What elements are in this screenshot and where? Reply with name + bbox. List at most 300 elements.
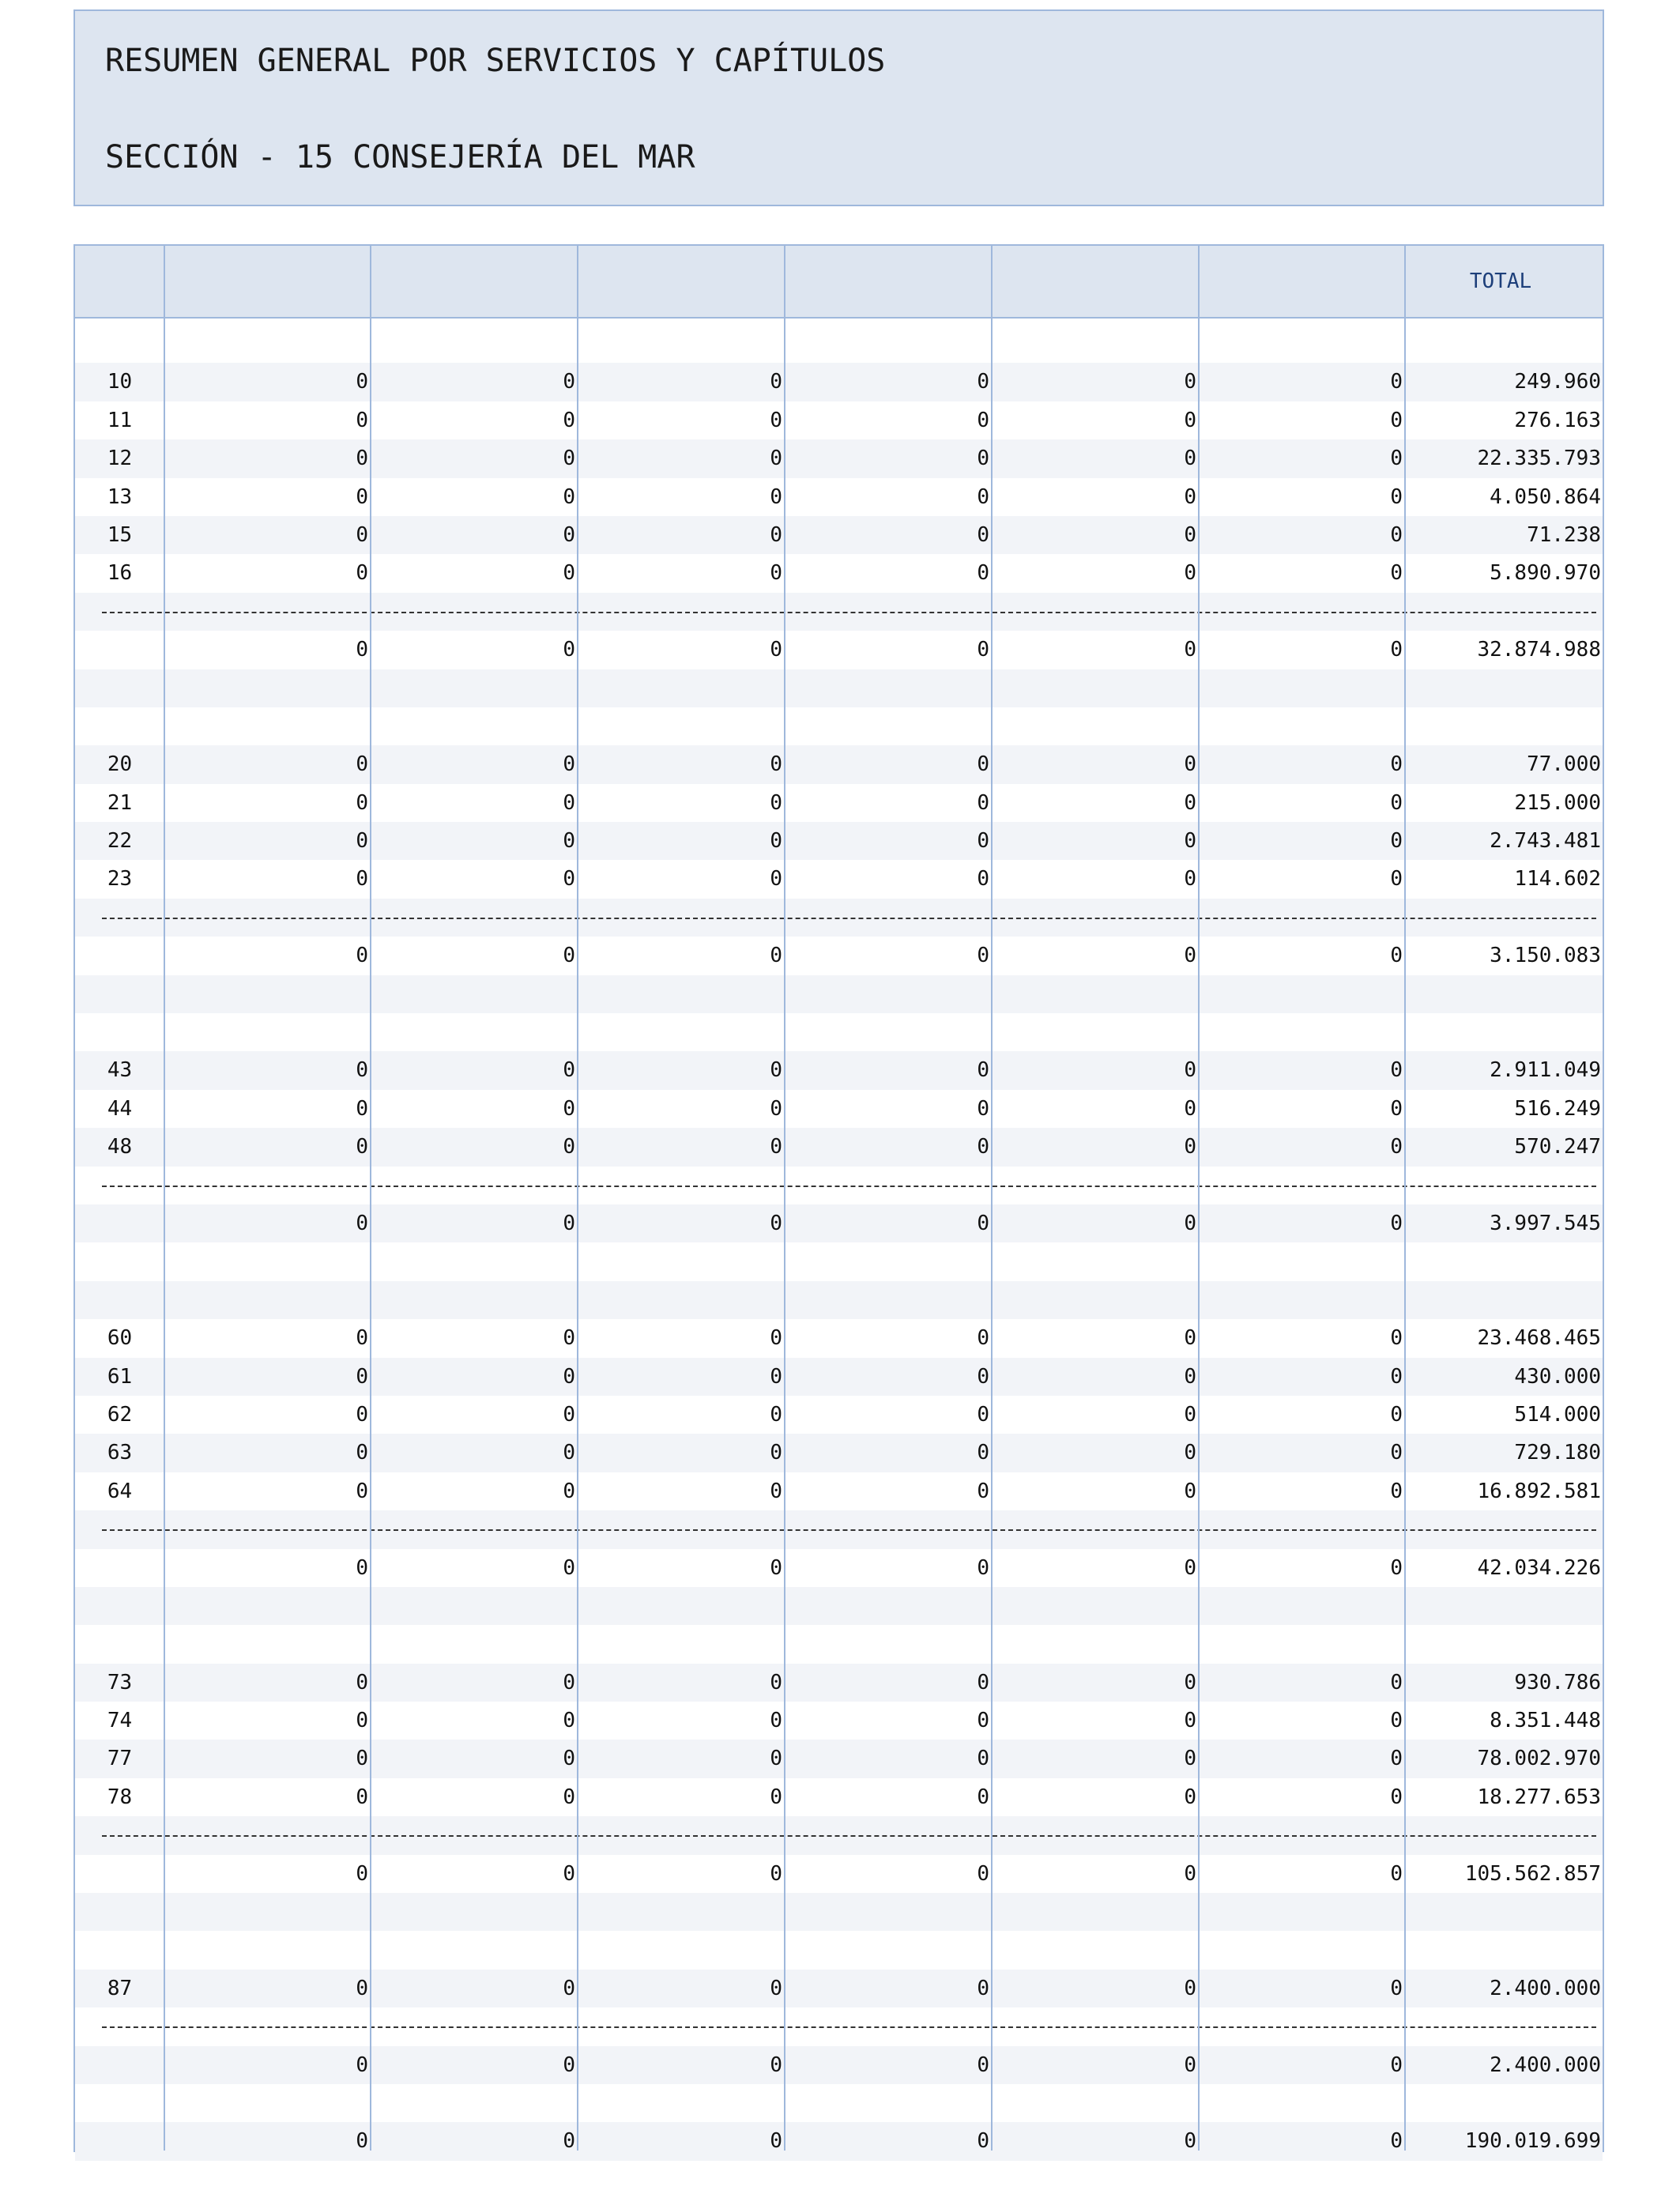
value-cell: 0	[1184, 1326, 1196, 1351]
chapter-code	[75, 1549, 164, 1587]
table-column-header	[75, 246, 1603, 319]
value-cell: 0	[977, 867, 989, 892]
value-cell: 0	[356, 1479, 368, 1503]
value-cell: 0	[770, 638, 782, 662]
column-divider	[1198, 246, 1200, 2151]
value-cell: 0	[356, 1670, 368, 1695]
total-cell: 2.743.481	[1490, 829, 1601, 854]
value-cell: 0	[563, 1976, 575, 2000]
table-row	[75, 1358, 1603, 1396]
value-cell: 0	[1390, 522, 1403, 547]
chapter-code: 11	[107, 408, 133, 432]
value-cell: 0	[977, 1861, 989, 1886]
chapter-code: 62	[107, 1402, 133, 1427]
dashed-separator	[102, 1835, 1596, 1837]
value-cell: 0	[977, 484, 989, 509]
value-cell: 0	[977, 1058, 989, 1083]
value-cell: 0	[1184, 1747, 1196, 1771]
value-cell: 0	[770, 1096, 782, 1121]
value-cell: 0	[977, 522, 989, 547]
table-row	[75, 1128, 1603, 1166]
value-cell: 0	[1390, 1976, 1403, 2000]
dashed-separator	[102, 612, 1596, 613]
blank-row	[75, 1587, 1603, 1625]
value-cell: 0	[1184, 522, 1196, 547]
value-cell: 0	[1390, 790, 1403, 815]
value-cell: 0	[1390, 638, 1403, 662]
value-cell: 0	[356, 1555, 368, 1580]
value-cell: 0	[1184, 447, 1196, 471]
value-cell: 0	[563, 1747, 575, 1771]
value-cell: 0	[770, 2053, 782, 2077]
value-cell: 0	[356, 1364, 368, 1389]
value-cell: 0	[770, 2129, 782, 2154]
value-cell: 0	[563, 752, 575, 777]
column-divider	[991, 246, 993, 2151]
value-cell: 0	[563, 2129, 575, 2154]
value-cell: 0	[977, 1364, 989, 1389]
chapter-code: 73	[107, 1670, 133, 1695]
chapter-code: 60	[107, 1326, 133, 1351]
table-row	[75, 822, 1603, 860]
value-cell: 0	[356, 1861, 368, 1886]
dashed-separator	[102, 2026, 1596, 2028]
value-cell: 0	[1390, 1785, 1403, 1809]
value-cell: 0	[770, 1479, 782, 1503]
value-cell: 0	[1390, 752, 1403, 777]
value-cell: 0	[563, 1364, 575, 1389]
value-cell: 0	[977, 944, 989, 968]
value-cell: 0	[770, 522, 782, 547]
total-cell: 276.163	[1514, 408, 1601, 432]
value-cell: 0	[977, 790, 989, 815]
chapter-code: 20	[107, 752, 133, 777]
subtotal-row	[75, 2046, 1603, 2084]
column-divider	[164, 246, 165, 2151]
total-cell: 78.002.970	[1477, 1747, 1601, 1771]
value-cell: 0	[1390, 1861, 1403, 1886]
separator-row	[75, 593, 1603, 631]
value-cell: 0	[1184, 1976, 1196, 2000]
value-cell: 0	[1390, 370, 1403, 394]
chapter-code	[75, 2122, 164, 2160]
blank-row	[75, 1013, 1603, 1051]
table-row	[75, 363, 1603, 401]
value-cell: 0	[770, 1058, 782, 1083]
value-cell: 0	[1184, 1135, 1196, 1159]
chapter-code: 12	[107, 447, 133, 471]
value-cell: 0	[356, 1211, 368, 1235]
value-cell: 0	[1184, 1402, 1196, 1427]
blank-row	[75, 1931, 1603, 1969]
value-cell: 0	[563, 1211, 575, 1235]
separator-row	[75, 1816, 1603, 1854]
column-divider	[370, 246, 371, 2151]
value-cell: 0	[770, 752, 782, 777]
value-cell: 0	[1390, 1058, 1403, 1083]
total-cell: 16.892.581	[1477, 1479, 1601, 1503]
value-cell: 0	[770, 484, 782, 509]
value-cell: 0	[977, 1555, 989, 1580]
value-cell: 0	[356, 522, 368, 547]
blank-row	[75, 1242, 1603, 1280]
value-cell: 0	[977, 370, 989, 394]
value-cell: 0	[1390, 1555, 1403, 1580]
value-cell: 0	[977, 829, 989, 854]
chapter-code: 15	[107, 522, 133, 547]
total-cell: 430.000	[1514, 1364, 1601, 1389]
value-cell: 0	[356, 867, 368, 892]
value-cell: 0	[977, 2053, 989, 2077]
value-cell: 0	[563, 1441, 575, 1465]
value-cell: 0	[770, 561, 782, 586]
chapter-code: 21	[107, 790, 133, 815]
value-cell: 0	[1184, 1785, 1196, 1809]
chapter-code: 64	[107, 1479, 133, 1503]
value-cell: 0	[1390, 561, 1403, 586]
chapter-code	[75, 937, 164, 974]
value-cell: 0	[977, 1747, 989, 1771]
column-divider	[1404, 246, 1406, 2151]
value-cell: 0	[1390, 2129, 1403, 2154]
value-cell: 0	[770, 1135, 782, 1159]
chapter-code: 10	[107, 370, 133, 394]
value-cell: 0	[356, 2129, 368, 2154]
section-title: SECCIÓN - 15 CONSEJERÍA DEL MAR	[105, 139, 695, 175]
value-cell: 0	[356, 1976, 368, 2000]
value-cell: 0	[563, 370, 575, 394]
value-cell: 0	[770, 1211, 782, 1235]
value-cell: 0	[770, 1555, 782, 1580]
value-cell: 0	[977, 1709, 989, 1733]
value-cell: 0	[977, 2129, 989, 2154]
table-row	[75, 1434, 1603, 1472]
value-cell: 0	[356, 370, 368, 394]
table-row	[75, 1778, 1603, 1816]
total-cell: 42.034.226	[1477, 1555, 1601, 1580]
value-cell: 0	[563, 1402, 575, 1427]
value-cell: 0	[1184, 370, 1196, 394]
value-cell: 0	[356, 790, 368, 815]
value-cell: 0	[563, 867, 575, 892]
value-cell: 0	[356, 1402, 368, 1427]
value-cell: 0	[356, 1785, 368, 1809]
total-cell: 516.249	[1514, 1096, 1601, 1121]
value-cell: 0	[770, 1976, 782, 2000]
value-cell: 0	[1390, 1211, 1403, 1235]
chapter-code: 78	[107, 1785, 133, 1809]
value-cell: 0	[563, 1555, 575, 1580]
subtotal-row	[75, 1855, 1603, 1893]
table-row	[75, 439, 1603, 477]
value-cell: 0	[563, 1326, 575, 1351]
table-row	[75, 1740, 1603, 1777]
table-body	[75, 325, 1603, 2161]
value-cell: 0	[770, 1402, 782, 1427]
value-cell: 0	[770, 829, 782, 854]
value-cell: 0	[1390, 829, 1403, 854]
value-cell: 0	[770, 447, 782, 471]
value-cell: 0	[770, 1747, 782, 1771]
chapter-code: 63	[107, 1441, 133, 1465]
value-cell: 0	[563, 1135, 575, 1159]
value-cell: 0	[1390, 1402, 1403, 1427]
separator-row	[75, 899, 1603, 937]
value-cell: 0	[1390, 1747, 1403, 1771]
total-cell: 22.335.793	[1477, 447, 1601, 471]
value-cell: 0	[1184, 638, 1196, 662]
value-cell: 0	[563, 1785, 575, 1809]
value-cell: 0	[1184, 944, 1196, 968]
chapter-code: 16	[107, 561, 133, 586]
value-cell: 0	[977, 561, 989, 586]
value-cell: 0	[1184, 867, 1196, 892]
subtotal-row	[75, 1204, 1603, 1242]
value-cell: 0	[1390, 1135, 1403, 1159]
value-cell: 0	[977, 447, 989, 471]
value-cell: 0	[1184, 561, 1196, 586]
value-cell: 0	[1184, 2053, 1196, 2077]
value-cell: 0	[563, 1058, 575, 1083]
table-row	[75, 745, 1603, 783]
value-cell: 0	[563, 2053, 575, 2077]
value-cell: 0	[1184, 752, 1196, 777]
chapter-code: 61	[107, 1364, 133, 1389]
total-cell: 8.351.448	[1490, 1709, 1601, 1733]
chapter-code: 13	[107, 484, 133, 509]
value-cell: 0	[770, 1364, 782, 1389]
total-cell: 18.277.653	[1477, 1785, 1601, 1809]
value-cell: 0	[770, 1326, 782, 1351]
table-row	[75, 401, 1603, 439]
value-cell: 0	[563, 944, 575, 968]
value-cell: 0	[563, 561, 575, 586]
value-cell: 0	[356, 1709, 368, 1733]
chapter-code	[75, 1855, 164, 1893]
value-cell: 0	[977, 408, 989, 432]
subtotal-row	[75, 2122, 1603, 2160]
chapter-code: 43	[107, 1058, 133, 1083]
subtotal-row	[75, 1549, 1603, 1587]
chapter-code: 77	[107, 1747, 133, 1771]
value-cell: 0	[356, 2053, 368, 2077]
separator-row	[75, 1510, 1603, 1548]
value-cell: 0	[356, 408, 368, 432]
value-cell: 0	[563, 1670, 575, 1695]
value-cell: 0	[1390, 1326, 1403, 1351]
table-row	[75, 1664, 1603, 1702]
table-row	[75, 1396, 1603, 1434]
report-header	[73, 9, 1604, 206]
dashed-separator	[102, 1186, 1596, 1187]
value-cell: 0	[977, 1096, 989, 1121]
value-cell: 0	[356, 1326, 368, 1351]
value-cell: 0	[356, 638, 368, 662]
blank-row	[75, 707, 1603, 745]
dashed-separator	[102, 918, 1596, 919]
value-cell: 0	[563, 1096, 575, 1121]
value-cell: 0	[977, 1785, 989, 1809]
report-title: RESUMEN GENERAL POR SERVICIOS Y CAPÍTULOS	[105, 43, 886, 79]
value-cell: 0	[977, 1976, 989, 2000]
value-cell: 0	[1184, 829, 1196, 854]
dashed-separator	[102, 1529, 1596, 1531]
table-row	[75, 1090, 1603, 1128]
summary-table	[73, 244, 1604, 2152]
chapter-code: 87	[107, 1976, 133, 2000]
column-divider	[577, 246, 578, 2151]
value-cell: 0	[563, 522, 575, 547]
total-cell: 3.997.545	[1490, 1211, 1601, 1235]
value-cell: 0	[563, 829, 575, 854]
value-cell: 0	[770, 408, 782, 432]
value-cell: 0	[563, 1479, 575, 1503]
value-cell: 0	[1184, 1861, 1196, 1886]
value-cell: 0	[356, 1058, 368, 1083]
table-row	[75, 1319, 1603, 1357]
value-cell: 0	[770, 1670, 782, 1695]
table-row	[75, 1702, 1603, 1740]
total-cell: 77.000	[1527, 752, 1601, 777]
table-row	[75, 1472, 1603, 1510]
total-cell: 23.468.465	[1477, 1326, 1601, 1351]
blank-row	[75, 1281, 1603, 1319]
value-cell: 0	[977, 1670, 989, 1695]
blank-row	[75, 669, 1603, 707]
table-row	[75, 1051, 1603, 1089]
total-cell: 930.786	[1514, 1670, 1601, 1695]
value-cell: 0	[1184, 484, 1196, 509]
value-cell: 0	[1390, 944, 1403, 968]
value-cell: 0	[356, 484, 368, 509]
value-cell: 0	[1184, 1441, 1196, 1465]
total-cell: 215.000	[1514, 790, 1601, 815]
value-cell: 0	[563, 1709, 575, 1733]
value-cell: 0	[1390, 2053, 1403, 2077]
table-row	[75, 1970, 1603, 2007]
total-cell: 190.019.699	[1464, 2129, 1601, 2154]
value-cell: 0	[1390, 1364, 1403, 1389]
table-row	[75, 478, 1603, 516]
value-cell: 0	[1390, 484, 1403, 509]
value-cell: 0	[356, 447, 368, 471]
subtotal-row	[75, 631, 1603, 669]
value-cell: 0	[770, 790, 782, 815]
value-cell: 0	[1184, 1479, 1196, 1503]
value-cell: 0	[770, 1441, 782, 1465]
value-cell: 0	[356, 829, 368, 854]
total-cell: 2.400.000	[1490, 2053, 1601, 2077]
value-cell: 0	[977, 1135, 989, 1159]
value-cell: 0	[977, 1402, 989, 1427]
total-cell: 514.000	[1514, 1402, 1601, 1427]
chapter-code	[75, 1204, 164, 1242]
value-cell: 0	[770, 1709, 782, 1733]
value-cell: 0	[1184, 1364, 1196, 1389]
table-row	[75, 516, 1603, 554]
value-cell: 0	[356, 561, 368, 586]
chapter-code: 22	[107, 829, 133, 854]
value-cell: 0	[977, 1211, 989, 1235]
table-row	[75, 554, 1603, 592]
value-cell: 0	[563, 638, 575, 662]
value-cell: 0	[356, 1747, 368, 1771]
value-cell: 0	[356, 1096, 368, 1121]
value-cell: 0	[563, 447, 575, 471]
value-cell: 0	[770, 867, 782, 892]
value-cell: 0	[1390, 1670, 1403, 1695]
value-cell: 0	[1184, 1058, 1196, 1083]
value-cell: 0	[1184, 1211, 1196, 1235]
value-cell: 0	[977, 638, 989, 662]
value-cell: 0	[770, 370, 782, 394]
value-cell: 0	[977, 1441, 989, 1465]
value-cell: 0	[770, 944, 782, 968]
value-cell: 0	[356, 1135, 368, 1159]
total-cell: 71.238	[1527, 522, 1601, 547]
value-cell: 0	[977, 1479, 989, 1503]
column-divider	[784, 246, 785, 2151]
value-cell: 0	[1390, 447, 1403, 471]
value-cell: 0	[1184, 1555, 1196, 1580]
value-cell: 0	[563, 484, 575, 509]
table-row	[75, 860, 1603, 898]
value-cell: 0	[356, 752, 368, 777]
chapter-code: 48	[107, 1135, 133, 1159]
value-cell: 0	[1390, 1441, 1403, 1465]
separator-row	[75, 2007, 1603, 2045]
value-cell: 0	[356, 944, 368, 968]
total-cell: 570.247	[1514, 1135, 1601, 1159]
value-cell: 0	[563, 408, 575, 432]
total-cell: 4.050.864	[1490, 484, 1601, 509]
chapter-code: 74	[107, 1709, 133, 1733]
value-cell: 0	[1390, 1709, 1403, 1733]
value-cell: 0	[1184, 790, 1196, 815]
value-cell: 0	[1390, 867, 1403, 892]
chapter-code: 44	[107, 1096, 133, 1121]
value-cell: 0	[563, 790, 575, 815]
value-cell: 0	[563, 1861, 575, 1886]
value-cell: 0	[356, 1441, 368, 1465]
total-cell: 114.602	[1514, 867, 1601, 892]
value-cell: 0	[770, 1785, 782, 1809]
total-cell: 3.150.083	[1490, 944, 1601, 968]
total-column-header: TOTAL	[1469, 270, 1532, 293]
value-cell: 0	[1390, 1096, 1403, 1121]
value-cell: 0	[977, 1326, 989, 1351]
separator-row	[75, 1167, 1603, 1204]
total-cell: 249.960	[1514, 370, 1601, 394]
value-cell: 0	[1184, 1709, 1196, 1733]
total-cell: 5.890.970	[1490, 561, 1601, 586]
blank-row	[75, 2084, 1603, 2122]
value-cell: 0	[1184, 408, 1196, 432]
chapter-code	[75, 631, 164, 669]
table-row	[75, 784, 1603, 822]
blank-row	[75, 975, 1603, 1013]
blank-row	[75, 1893, 1603, 1931]
subtotal-row	[75, 937, 1603, 974]
blank-row	[75, 325, 1603, 363]
total-cell: 2.400.000	[1490, 1976, 1601, 2000]
value-cell: 0	[1184, 1670, 1196, 1695]
total-cell: 32.874.988	[1477, 638, 1601, 662]
chapter-code	[75, 2046, 164, 2084]
value-cell: 0	[1184, 2129, 1196, 2154]
total-cell: 105.562.857	[1464, 1861, 1601, 1886]
blank-row	[75, 1625, 1603, 1663]
